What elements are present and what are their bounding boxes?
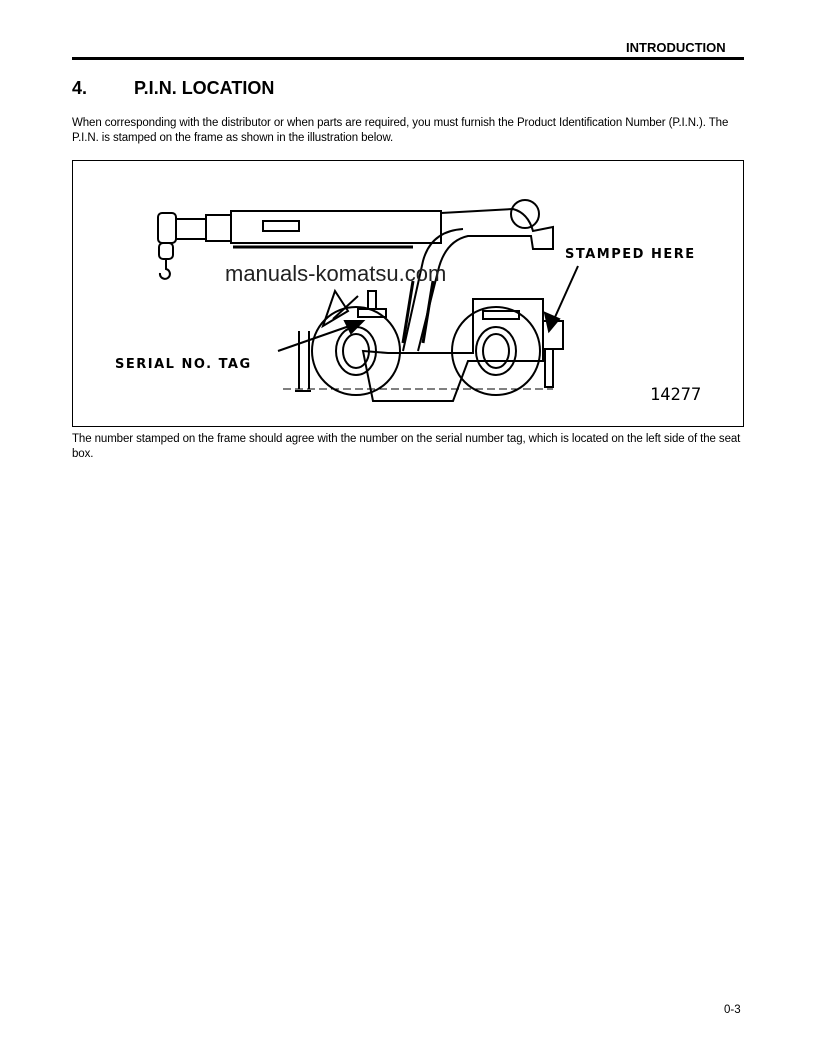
serial-tag-label: SERIAL NO. TAG bbox=[115, 357, 252, 372]
figure-number: 14277 bbox=[650, 385, 702, 405]
intro-paragraph: When corresponding with the distributor or when parts are required, you must furnish the Product Identification Number (P.I.N.). The P.I.N. is stamped on the frame as shown in the illustration below. bbox=[72, 117, 729, 144]
stamped-here-label: STAMPED HERE bbox=[565, 247, 696, 262]
section-header: INTRODUCTION bbox=[626, 40, 726, 55]
header-rule bbox=[72, 57, 744, 60]
page-number: 0-3 bbox=[724, 1004, 741, 1016]
closing-paragraph: The number stamped on the frame should agree with the number on the serial number tag, which is located on the left side of the seat box. bbox=[72, 433, 741, 460]
page-title: P.I.N. LOCATION bbox=[134, 78, 275, 98]
heading-number: 4. bbox=[72, 78, 88, 98]
crane-illustration bbox=[72, 160, 744, 427]
watermark: manuals-komatsu.com bbox=[225, 261, 447, 286]
crane-drawing bbox=[73, 161, 743, 426]
